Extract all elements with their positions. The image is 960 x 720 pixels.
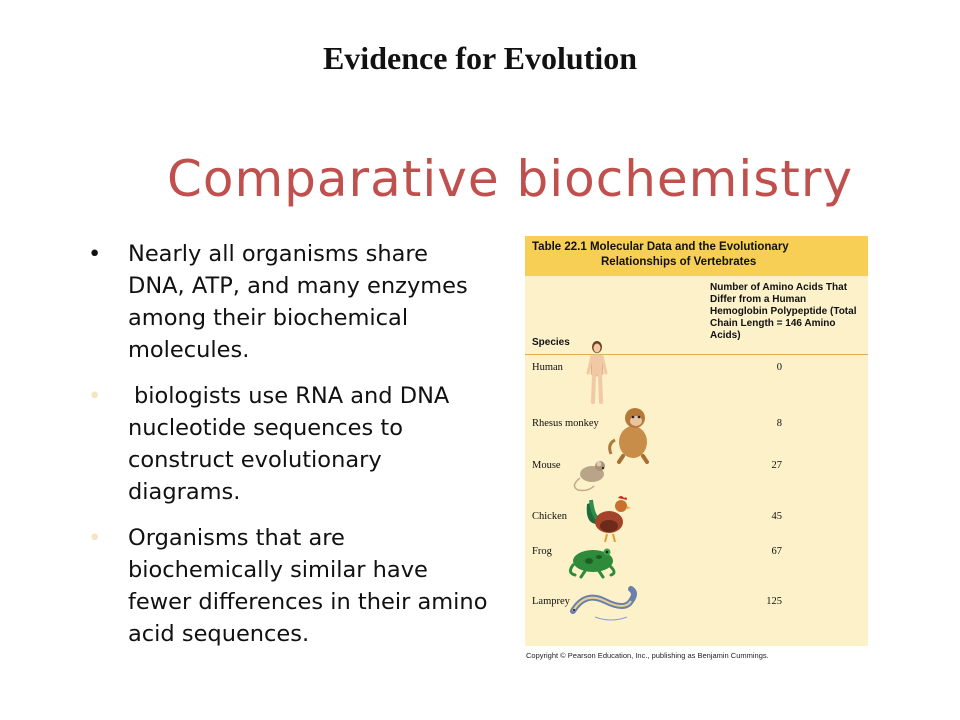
bullet-text: Organisms that are biochemically similar have fewer differences in their amino acid sequences. <box>128 525 488 647</box>
amino-acid-difference: 0 <box>776 362 782 373</box>
chicken-icon <box>583 494 635 544</box>
species-name: Chicken <box>532 511 567 522</box>
slide-heading: Comparative biochemistry <box>166 150 854 208</box>
bullet-text: biologists use RNA and DNA nucleotide sequences to construct evolutionary diagrams. <box>128 383 450 505</box>
bullet-item <box>88 380 488 508</box>
human-figure-icon <box>585 340 609 406</box>
table-title-line2: Relationships of Vertebrates <box>601 256 757 268</box>
frog-icon <box>565 541 620 579</box>
bullet-marker: • <box>88 525 102 551</box>
amino-acid-difference: 125 <box>766 596 782 607</box>
amino-acid-difference: 67 <box>771 546 782 557</box>
bullet-list <box>88 238 488 664</box>
bullet-item <box>88 238 488 366</box>
table-title-line1: Table 22.1 Molecular Data and the Evolutionary <box>532 241 789 253</box>
column-header-species: Species <box>532 337 570 348</box>
data-table-figure <box>525 236 868 646</box>
copyright-text: Copyright © Pearson Education, Inc., publishing as Benjamin Cummings. <box>526 651 769 660</box>
table-row <box>525 511 868 531</box>
bullet-text: Nearly all organisms share DNA, ATP, and many enzymes among their biochemical molecules. <box>128 241 468 363</box>
lamprey-icon <box>565 581 640 626</box>
species-name: Rhesus monkey <box>532 418 599 429</box>
species-name: Mouse <box>532 460 561 471</box>
bullet-marker: • <box>88 383 102 409</box>
species-name: Human <box>532 362 563 373</box>
amino-acid-difference: 45 <box>771 511 782 522</box>
table-row <box>525 418 868 438</box>
amino-acid-difference: 27 <box>771 460 782 471</box>
slide-header-title: Evidence for Evolution <box>322 40 638 76</box>
species-name: Lamprey <box>532 596 570 607</box>
bullet-item <box>88 522 488 650</box>
species-name: Frog <box>532 546 552 557</box>
amino-acid-difference: 8 <box>776 418 782 429</box>
table-title-bar <box>525 236 868 276</box>
monkey-icon <box>605 404 655 464</box>
table-divider <box>525 354 868 355</box>
mouse-icon <box>570 456 610 492</box>
table-row <box>525 362 868 382</box>
bullet-marker: • <box>88 241 102 267</box>
column-header-amino-acids: Number of Amino Acids That Differ from a Human Hemoglobin Polypeptide (Total Chain Length = 146 Amino Acids) <box>710 282 857 341</box>
